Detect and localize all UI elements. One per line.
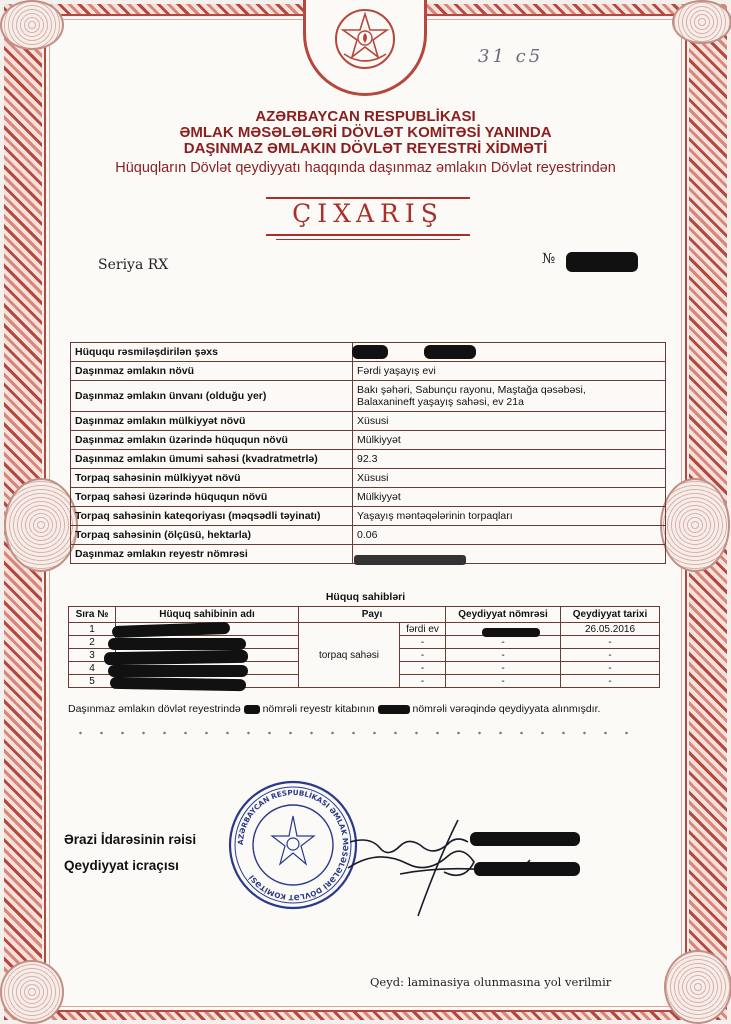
pay-value: - [400, 662, 446, 675]
info-label: Daşınmaz əmlakın ümumi sahəsi (kvadratmetrlə) [71, 450, 353, 469]
rosette-ornament [0, 960, 64, 1024]
reg-number: - [446, 636, 561, 649]
redaction [482, 628, 540, 637]
info-label: Daşınmaz əmlakın reyestr nömrəsi [71, 545, 353, 564]
title-rule-bottom [266, 234, 470, 236]
reg-date: - [561, 636, 660, 649]
info-label: Torpaq sahəsinin mülkiyyət növü [71, 469, 353, 488]
info-value: Xüsusi [353, 469, 666, 488]
info-value: Fərdi yaşayış evi [353, 362, 666, 381]
table-row [71, 507, 666, 526]
table-row [71, 412, 666, 431]
redaction [424, 345, 476, 359]
title-rule-bottom-2 [276, 239, 460, 240]
table-row [71, 488, 666, 507]
rosette-ornament [660, 478, 730, 572]
redaction [110, 677, 246, 691]
header-line-3: DAŞINMAZ ƏMLAKIN DÖVLƏT REYESTRİ XİDMƏTİ [183, 140, 548, 157]
lamination-note: Qeyd: laminasiya olunmasına yol verilmir [370, 975, 612, 989]
redaction [108, 665, 248, 677]
info-value: 92.3 [353, 450, 666, 469]
property-info-table [70, 342, 666, 564]
info-value: 0.06 [353, 526, 666, 545]
reg-date: - [561, 675, 660, 688]
header-line-1: AZƏRBAYCAN RESPUBLİKASI [255, 108, 476, 125]
info-value: Mülkiyyət [353, 488, 666, 507]
table-row [71, 526, 666, 545]
info-value: Bakı şəhəri, Sabunçu rayonu, Maştağa qəsəbəsi, Balaxanineft yaşayış sahəsi, ev 21a [353, 381, 666, 412]
owners-title: Hüquq sahibləri [325, 591, 406, 603]
state-emblem-icon [334, 8, 396, 70]
row-number: 1 [69, 623, 116, 636]
table-row [71, 431, 666, 450]
info-value: Yaşayış məntəqələrinin torpaqları [353, 507, 666, 526]
rosette-ornament [672, 0, 731, 44]
redaction [566, 252, 638, 272]
rosette-ornament [4, 478, 78, 572]
col-header: Qeydiyyat tarixi [561, 607, 660, 623]
info-label: Daşınmaz əmlakın ünvanı (olduğu yer) [71, 381, 353, 412]
info-label: Torpaq sahəsinin kateqoriyası (məqsədli təyinatı) [71, 507, 353, 526]
rosette-ornament [664, 950, 731, 1024]
signature-title-executor: Qeydiyyat icraçısı [64, 858, 179, 873]
redaction [354, 555, 466, 565]
handwritten-note: 31 c5 [478, 46, 544, 67]
table-row [71, 450, 666, 469]
reg-number: - [446, 649, 561, 662]
info-label: Daşınmaz əmlakın mülkiyyət növü [71, 412, 353, 431]
info-label: Torpaq sahəsi üzərində hüququn növü [71, 488, 353, 507]
rosette-ornament [0, 0, 64, 50]
redaction [104, 650, 248, 666]
pay-category: torpaq sahəsi [299, 623, 400, 688]
info-label: Torpaq sahəsinin (ölçüsü, hektarla) [71, 526, 353, 545]
redaction [108, 638, 246, 650]
table-row [71, 381, 666, 412]
redaction [474, 862, 580, 876]
handwritten-signature-icon [340, 810, 600, 920]
info-value [353, 343, 666, 362]
pay-value: - [400, 675, 446, 688]
pay-value: - [400, 636, 446, 649]
info-value: Xüsusi [353, 412, 666, 431]
info-label: Daşınmaz əmlakın üzərində hüququn növü [71, 431, 353, 450]
number-label: № [542, 251, 556, 267]
row-number: 5 [69, 675, 116, 688]
document-title: ÇIXARIŞ [292, 199, 444, 228]
table-header-row [69, 607, 660, 623]
header-line-2: ƏMLAK MƏSƏLƏLƏRİ DÖVLƏT KOMİTƏSİ YANINDA [179, 124, 552, 141]
reg-date: 26.05.2016 [561, 623, 660, 636]
col-header: Qeydiyyat nömrəsi [446, 607, 561, 623]
header-subtitle: Hüquqların Dövlət qeydiyyatı haqqında daşınmaz əmlakın Dövlət reyestrindən [115, 160, 616, 176]
info-label: Hüququ rəsmiləşdirilən şəxs [71, 343, 353, 362]
reg-number: - [446, 675, 561, 688]
redaction [352, 345, 388, 359]
info-label: Daşınmaz əmlakın növü [71, 362, 353, 381]
registry-footnote: Daşınmaz əmlakın dövlət reyestrində nömrəli reyestr kitabının nömrəli vərəqində qeydiyyata alınmışdır. [68, 703, 601, 715]
dotted-line [70, 731, 630, 735]
row-number: 2 [69, 636, 116, 649]
row-number: 3 [69, 649, 116, 662]
reg-date: - [561, 649, 660, 662]
table-row [71, 469, 666, 488]
row-number: 4 [69, 662, 116, 675]
table-row [71, 362, 666, 381]
svg-text:AZƏRBAYCAN RESPUBLİKASI ƏMLAK: AZƏRBAYCAN RESPUBLİKASI ƏMLAK MƏSƏLƏLƏRİ DÖVLƏT KOMİTƏSİ [235, 787, 351, 903]
col-header: Payı [299, 607, 446, 623]
col-header: Hüquq sahibinin adı [116, 607, 299, 623]
info-value: Mülkiyyət [353, 431, 666, 450]
col-header: Sıra № [69, 607, 116, 623]
reg-date: - [561, 662, 660, 675]
signature-title-head: Ərazi İdarəsinin rəisi [64, 832, 197, 847]
seriya-label: Seriya RX [98, 257, 169, 273]
pay-value: - [400, 649, 446, 662]
reg-number: - [446, 662, 561, 675]
redaction [470, 832, 580, 846]
pay-value: fərdi ev [400, 623, 446, 636]
